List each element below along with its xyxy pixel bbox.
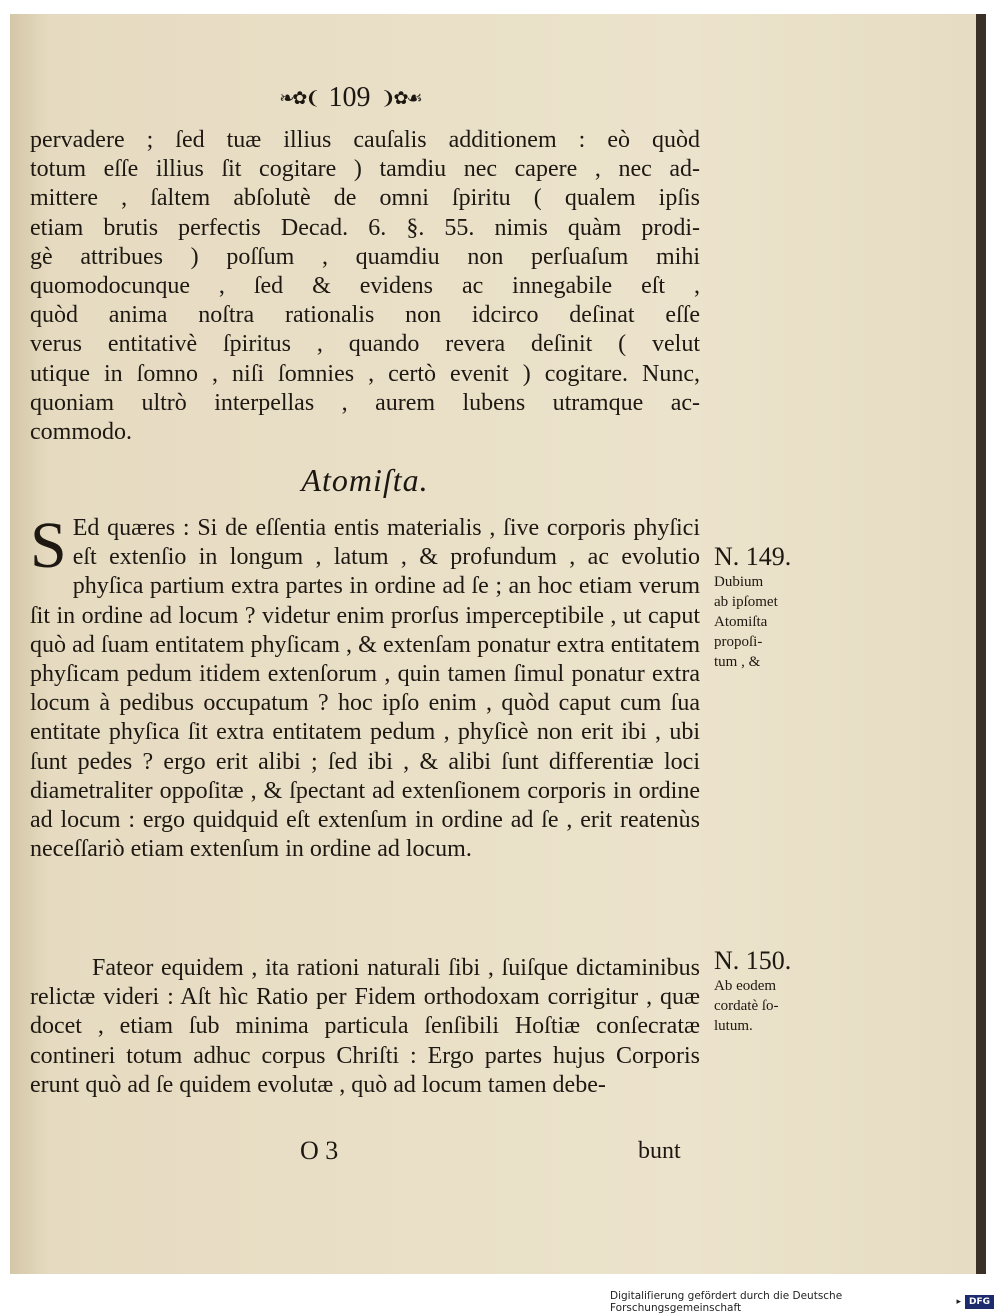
arrow-right-icon: ▸	[956, 1297, 961, 1307]
text-line: mittere , ſaltem abſolutè de omni ſpiritu ( qualem ipſis	[30, 185, 700, 212]
header-ornament-right: ❩✿☙	[380, 87, 421, 108]
margin-note-150	[714, 946, 824, 1036]
page-header	[250, 78, 450, 118]
text-line: quoniam ultrò interpellas , aurem lubens utramque ac-	[30, 389, 700, 416]
section-heading: Atomiſta.	[301, 462, 429, 498]
text-line: totum eſſe illius ſit cogitare ) tamdiu nec capere , nec ad-	[30, 156, 700, 183]
book-page	[10, 14, 976, 1274]
footer-credit: Digitaliſierung gefördert durch die Deutsche Forschungsgemeinschaft	[610, 1290, 843, 1314]
dfg-logo-icon[interactable]: DFG	[965, 1295, 994, 1309]
page-number: 109	[328, 82, 371, 113]
scanned-page-frame	[10, 14, 986, 1274]
text-line: verus entitativè ſpiritus , quando revera deſinit ( velut	[30, 331, 700, 358]
text-line: etiam brutis perfectis Decad. 6. §. 55. nimis quàm prodi-	[30, 214, 700, 241]
signature-mark: O 3	[300, 1136, 339, 1165]
objection-paragraph	[30, 509, 700, 864]
text-line: quomodocunque , ſed & evidens ac innegabile eſt ,	[30, 273, 700, 300]
text-line: commodo.	[30, 419, 132, 446]
page-edge-shadow	[976, 14, 986, 1274]
catchword: bunt	[638, 1138, 681, 1164]
margin-note-number: N. 149.	[714, 542, 792, 571]
opening-paragraph	[30, 126, 700, 447]
digitization-footer	[610, 1290, 994, 1314]
objection-text: Ed quæres : Si de eſſentia entis materialis , ſive corporis phyſici eſt extenſio in longum , latum , & profundum , ac evolutio phyſica partium extra partes in ordine ad ſe ; an hoc etiam verum ſit in ordine ad locum ? videtur enim prorſus imperceptibile , ut caput quò ad ſuam entitatem phyſicam , & extenſam ponatur extra entitatem phyſicam pedum itidem extenſorum , quin tamen ſimul ponatur extra locum à pedibus occupatum ? hoc ipſo enim , quòd caput cum ſua entitate phyſica ſit extra entitatem pedum , phyſicè non erit ibi , ubi ſunt pedes ? ergo erit alibi ; ſed ibi , & alibi ſunt differentiæ loci diametraliter oppoſitæ , & ſpectant ad extenſionem corporis in ordine ad locum : ergo quidquid eſt extenſum in ordine ad ſe , erit reatenùs neceſſariò etiam extenſum in ordine ad locum.	[30, 515, 700, 863]
response-paragraph: Fateor equidem , ita rationi naturali ſibi , ſuiſque dictaminibus relictæ videri : Aſt hìc Ratio per Fidem orthodoxam corrigitur , quæ docet , etiam ſub minima particula ſenſibili Hoſtiæ conſecratæ contineri totum adhuc corpus Chriſti : Ergo partes hujus Corporis erunt quò ad ſe quidem evolutæ , quò ad locum tamen debe-	[30, 955, 700, 1098]
margin-note-text: Ab eodem cordatè ſo- lutum.	[714, 978, 779, 1034]
text-line: quòd anima noſtra rationalis non idcirco deſinat eſſe	[30, 302, 700, 329]
text-line: utique in ſomno , niſi ſomnies , certò evenit ) cogitare. Nunc,	[30, 360, 700, 387]
margin-note-number: N. 150.	[714, 946, 792, 975]
margin-note-text: Dubium ab ipſomet Atomiſta propoſi- tum , &	[714, 574, 778, 670]
text-line: pervadere ; ſed tuæ illius cauſalis additionem : eò quòd	[30, 127, 700, 153]
header-ornament-left: ❧✿❨	[279, 87, 319, 108]
text-line: gè attribues ) poſſum , quamdiu non perſuaſum mihi	[30, 243, 700, 270]
margin-note-149	[714, 542, 824, 672]
drop-cap: S	[30, 509, 67, 582]
